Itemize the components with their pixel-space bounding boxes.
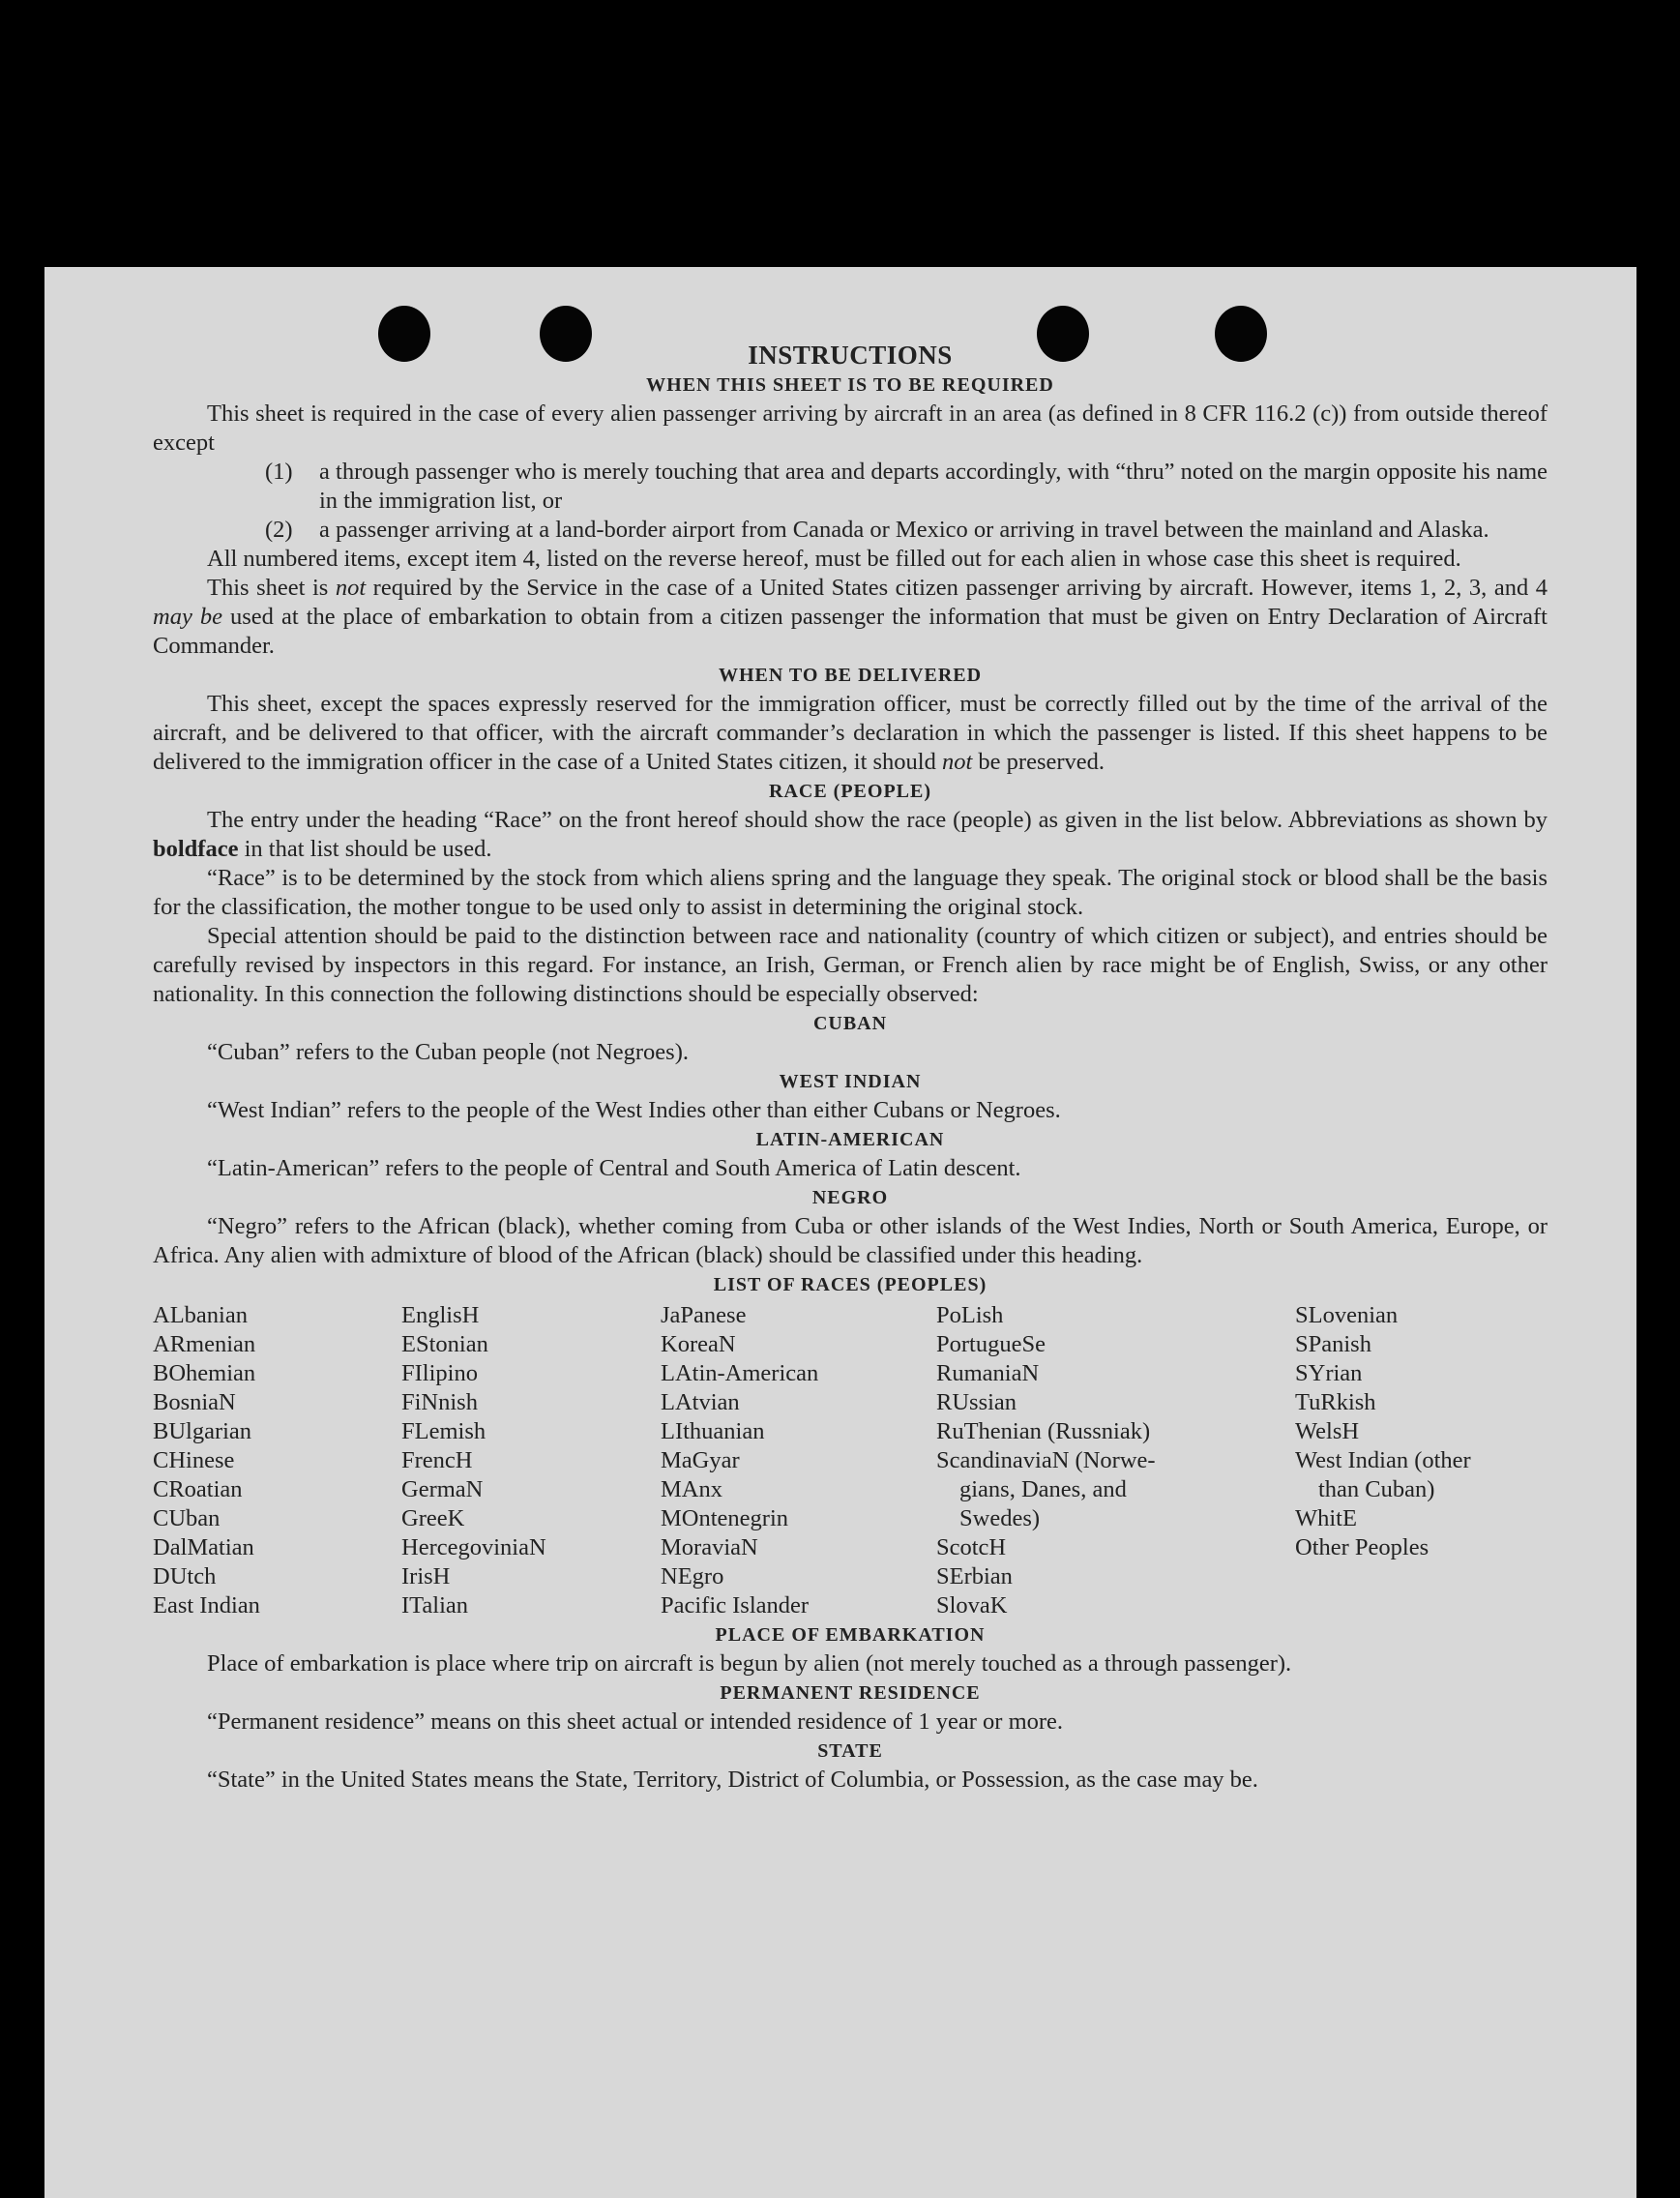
section-heading: LIST OF RACES (PEOPLES): [713, 1274, 987, 1295]
race-entry: MAnx: [661, 1476, 722, 1502]
paragraph: “Cuban” refers to the Cuban people (not Negroes).: [207, 1039, 689, 1065]
race-entry: FLemish: [401, 1418, 486, 1444]
race-entry: EnglisH: [401, 1302, 480, 1328]
race-list: [153, 1301, 1547, 1620]
race-column: [936, 1301, 1295, 1620]
race-entry: PortugueSe: [936, 1331, 1046, 1357]
paragraph: “West Indian” refers to the people of the West Indies other than either Cubans or Negroes.: [207, 1097, 1061, 1123]
race-entry: ARmenian: [153, 1331, 256, 1357]
race-entry: LAtin-American: [661, 1360, 819, 1386]
race-entry: DalMatian: [153, 1534, 254, 1560]
text-run: required by the Service in the case of a United States citizen passenger arriving by aircraft. However, items 1, 2, 3, and 4: [366, 575, 1547, 601]
section-heading: WHEN TO BE DELIVERED: [718, 665, 983, 686]
race-entry: MOntenegrin: [661, 1505, 788, 1531]
race-entry: CRoatian: [153, 1476, 243, 1502]
race-entry: IrisH: [401, 1563, 451, 1589]
race-entry: GreeK: [401, 1505, 465, 1531]
section-heading: LATIN-AMERICAN: [755, 1129, 945, 1150]
race-entry: ALbanian: [153, 1302, 248, 1328]
paragraph: “Negro” refers to the African (black), whether coming from Cuba or other islands of the West Indies, North or South America, Europe, or Africa. Any alien with admixture of blood of the African (black) should be classified under this heading.: [153, 1213, 1547, 1268]
paragraph: [153, 574, 1547, 661]
item-number: (2): [265, 517, 293, 543]
race-entry: Pacific Islander: [661, 1592, 810, 1619]
race-entry: West Indian (other: [1295, 1447, 1471, 1473]
race-column: [661, 1301, 936, 1620]
race-entry: PoLish: [936, 1302, 1004, 1328]
race-entry: ScandinaviaN (Norwe-: [936, 1447, 1156, 1473]
paragraph: “State” in the United States means the State, Territory, District of Columbia, or Possession, as the case may be.: [207, 1767, 1258, 1793]
race-entry: WelsH: [1295, 1418, 1360, 1444]
race-column: [1295, 1301, 1547, 1620]
item-number: (1): [265, 459, 293, 485]
text-run: in that list should be used.: [238, 836, 492, 862]
emphasis: not: [941, 749, 973, 775]
document-page: [44, 267, 1636, 2198]
race-entry: ScotcH: [936, 1534, 1007, 1560]
instructions-body: [153, 340, 1547, 1795]
text-run: be preserved.: [972, 749, 1105, 775]
race-entry: SErbian: [936, 1563, 1013, 1589]
race-entry: LIthuanian: [661, 1418, 765, 1444]
bold-text: boldface: [153, 836, 239, 862]
race-entry: Other Peoples: [1295, 1534, 1429, 1560]
emphasis: not: [335, 575, 367, 601]
list-item: [153, 516, 1547, 545]
paragraph: Special attention should be paid to the distinction between race and nationality (country of which citizen or subject), and entries should be carefully revised by inspectors in this regard. For instance, an Irish, German, or French alien by race might be of English, Swiss, or any other nationality. In this connection the following distinctions should be especially observed:: [153, 923, 1547, 1007]
paragraph: This sheet is required in the case of every alien passenger arriving by aircraft in an area (as defined in 8 CFR 116.2 (c)) from outside thereof except: [153, 401, 1547, 456]
race-entry: CUban: [153, 1505, 221, 1531]
paragraph: [153, 690, 1547, 777]
text-run: This sheet is: [207, 575, 336, 601]
race-entry: RumaniaN: [936, 1360, 1040, 1386]
item-text: a passenger arriving at a land-border airport from Canada or Mexico or arriving in travel between the mainland and Alaska.: [319, 517, 1489, 543]
race-entry: WhitE: [1295, 1505, 1357, 1531]
race-entry: ITalian: [401, 1592, 469, 1619]
page-title: INSTRUCTIONS: [748, 341, 953, 370]
paragraph: [153, 806, 1547, 864]
race-entry: BosniaN: [153, 1389, 236, 1415]
race-entry: BUlgarian: [153, 1418, 252, 1444]
race-column: [401, 1301, 661, 1620]
text-run: used at the place of embarkation to obtain from a citizen passenger the information that must be given on Entry Declaration of Aircraft Commander.: [153, 604, 1547, 659]
race-entry: HercegoviniaN: [401, 1534, 546, 1560]
paragraph: “Latin-American” refers to the people of Central and South America of Latin descent.: [207, 1155, 1021, 1181]
race-entry: FrencH: [401, 1447, 473, 1473]
list-item: [153, 458, 1547, 516]
race-entry: gians, Danes, and: [959, 1476, 1127, 1502]
text-run: This sheet, except the spaces expressly reserved for the immigration officer, must be correctly filled out by the time of the arrival of the aircraft, and be delivered to that officer, with the aircraft commander’s declaration in which the passenger is listed. If this sheet happens to be delivered to the immigration officer in the case of a United States citizen, it should: [153, 691, 1547, 775]
section-heading: RACE (PEOPLE): [769, 781, 931, 802]
paragraph: Place of embarkation is place where trip on aircraft is begun by alien (not merely touched as a through passenger).: [207, 1650, 1292, 1677]
text-run: The entry under the heading “Race” on the front hereof should show the race (people) as given in the list below. Abbreviations as shown by: [207, 807, 1547, 833]
section-heading: WEST INDIAN: [779, 1071, 922, 1092]
section-heading: CUBAN: [812, 1013, 888, 1034]
race-entry: SYrian: [1295, 1360, 1363, 1386]
race-entry: LAtvian: [661, 1389, 740, 1415]
race-entry: East Indian: [153, 1592, 260, 1619]
race-column: [153, 1301, 401, 1620]
emphasis: may be: [153, 604, 222, 630]
race-entry: SPanish: [1295, 1331, 1371, 1357]
race-entry: FIlipino: [401, 1360, 478, 1386]
section-heading: NEGRO: [811, 1187, 889, 1208]
race-entry: Swedes): [959, 1505, 1041, 1531]
race-entry: JaPanese: [661, 1302, 747, 1328]
race-entry: BOhemian: [153, 1360, 256, 1386]
race-entry: RUssian: [936, 1389, 1017, 1415]
race-entry: RuThenian (Russniak): [936, 1418, 1151, 1444]
race-entry: SLovenian: [1295, 1302, 1399, 1328]
section-heading: WHEN THIS SHEET IS TO BE REQUIRED: [646, 374, 1054, 396]
race-entry: than Cuban): [1318, 1476, 1435, 1502]
section-heading: STATE: [817, 1740, 883, 1762]
race-entry: FiNnish: [401, 1389, 478, 1415]
paragraph: “Race” is to be determined by the stock from which aliens spring and the language they speak. The original stock or blood shall be the basis for the classification, the mother tongue to be used only to assist in determining the original stock.: [153, 865, 1547, 920]
section-heading: PERMANENT RESIDENCE: [720, 1682, 981, 1704]
paragraph: All numbered items, except item 4, listed on the reverse hereof, must be filled out for each alien in whose case this sheet is required.: [207, 546, 1461, 572]
race-entry: KoreaN: [661, 1331, 736, 1357]
race-entry: DUtch: [153, 1563, 217, 1589]
race-entry: EStonian: [401, 1331, 488, 1357]
race-entry: MoraviaN: [661, 1534, 758, 1560]
race-entry: MaGyar: [661, 1447, 740, 1473]
race-entry: SlovaK: [936, 1592, 1008, 1619]
race-entry: TuRkish: [1295, 1389, 1376, 1415]
paragraph: “Permanent residence” means on this sheet actual or intended residence of 1 year or more.: [207, 1708, 1064, 1735]
item-text: a through passenger who is merely touching that area and departs accordingly, with “thru” noted on the margin opposite his name in the immigration list, or: [319, 459, 1547, 514]
section-heading: PLACE OF EMBARKATION: [715, 1624, 986, 1646]
race-entry: NEgro: [661, 1563, 724, 1589]
race-entry: CHinese: [153, 1447, 235, 1473]
race-entry: GermaN: [401, 1476, 484, 1502]
